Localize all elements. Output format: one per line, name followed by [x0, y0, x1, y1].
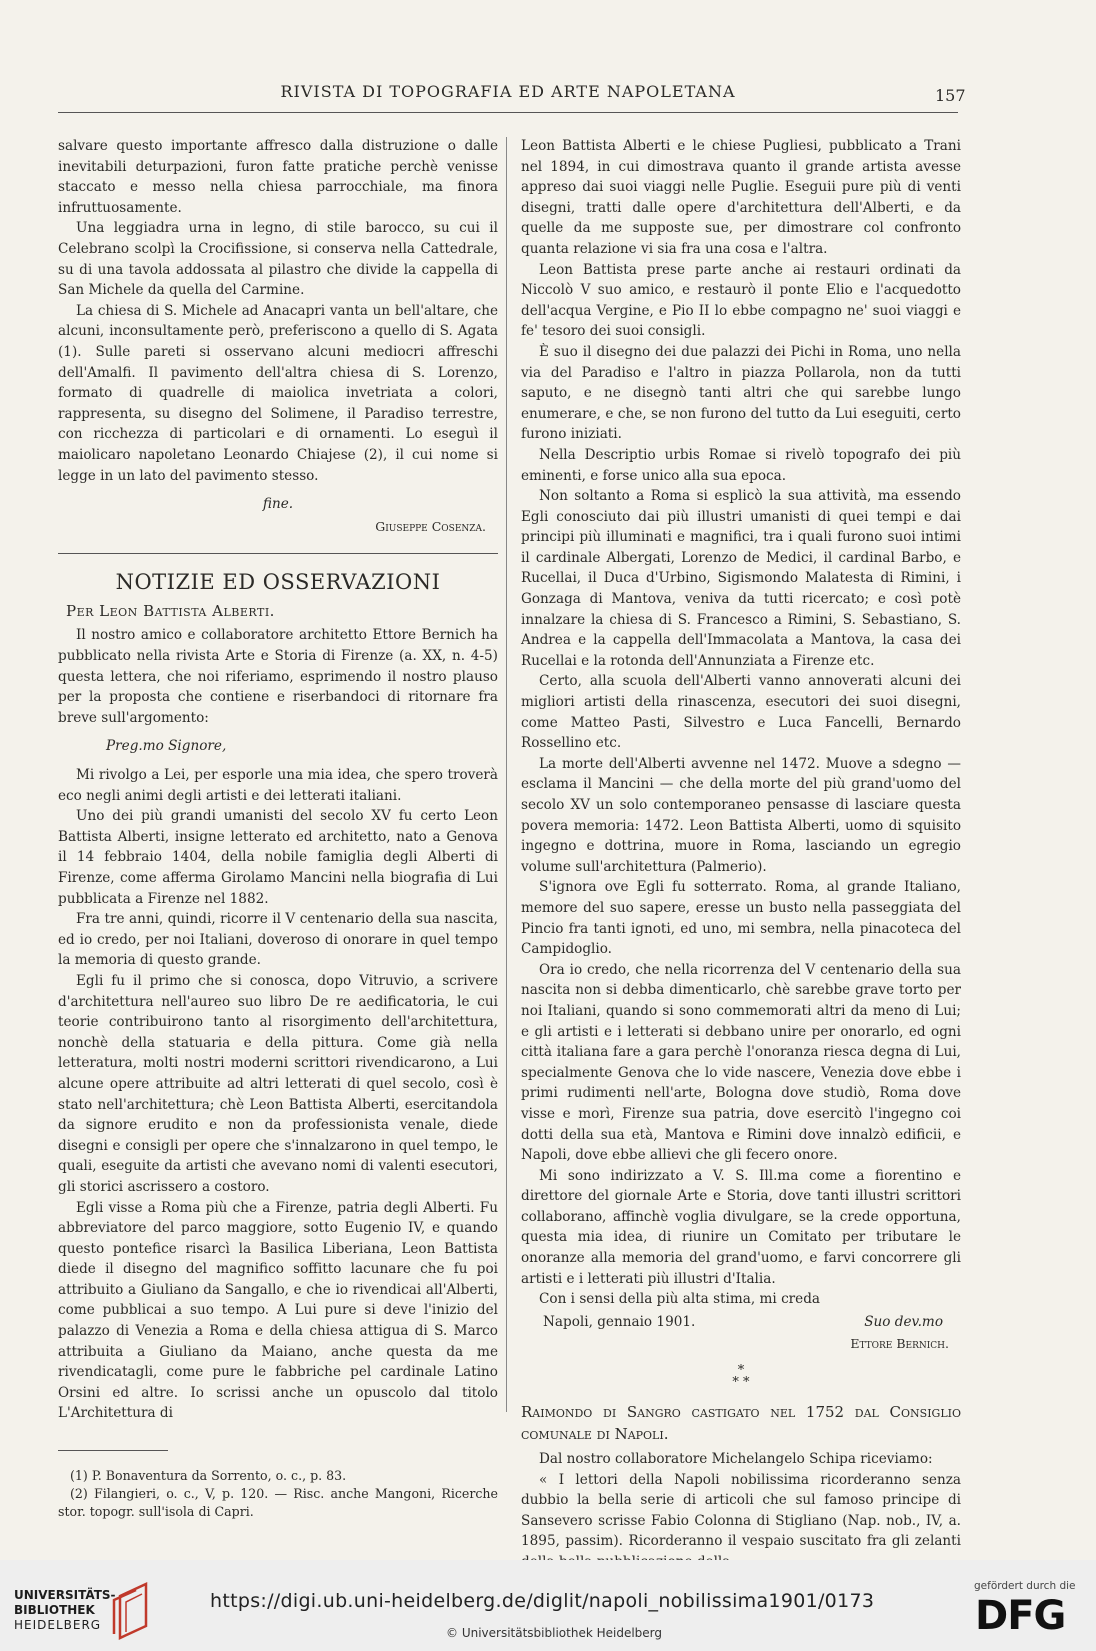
article-subhead: Raimondo di Sangro castigato nel 1752 dal Consiglio comunale di Napoli. — [521, 1403, 961, 1444]
paragraph: Ora io credo, che nella ricorrenza del V centenario della sua nascita non si debba dimenticarlo, chè sarebbe grave torto per noi Italiani, quando si sono commemorati altri da meno di Lui; e gli artisti e i letterati si debbano unire per onorarlo, ed ogni città italiana fare a gara perchè l'onoranza riesca degna di Lui, specialmente Genova che lo vide nascere, Venezia dove ebbe i primi rudimenti nell'arte, Bologna dove studiò, Roma dove visse e morì, Firenze sua patria, dove esercitò l'ingegno coi dotti della sua età, Mantova e Rimini dove innalzò edificii, e Napoli, dove ebbe allievi che gli fecero onore. — [521, 961, 961, 1164]
header-rule — [58, 112, 958, 113]
letter-closing — [521, 1312, 961, 1333]
section-title: NOTIZIE ED OSSERVAZIONI — [115, 570, 441, 595]
library-line: HEIDELBERG — [14, 1618, 102, 1632]
funding-note: gefördert durch die — [974, 1580, 1076, 1592]
viewer-footer — [0, 1560, 1096, 1651]
paragraph: Non soltanto a Roma si esplicò la sua attività, ma essendo Egli conosciuto dai più illustri umanisti di quei tempi e dai principi più illuminati e magnifici, tra i quali furono suoi intimi il cardinale Albergati, Lorenzo de Medici, il cardinal Barbo, e Rucellai, il Duca d'Urbino, Sigismondo Malatesta di Rimini, i Gonzaga di Mantova, veniva da tutti ricercato; e così potè innalzare la chiesa di S. Francesco a Rimini, S. Sebastiano, S. Andrea e la cappella dell'Immacolata a Mantova, la casa dei Rucellai e la rotonda dell'Annunziata a Firenze etc. — [521, 488, 961, 669]
salutation: Suo dev.mo — [864, 1313, 943, 1330]
paragraph: La morte dell'Alberti avvenne nel 1472. Muove a sdegno — esclama il Mancini — che della morte del più grand'uomo del secolo XV un solo contemporaneo pensasse di lasciare questa povera memoria: 1472. Leon Battista Alberti, uomo di squisito ingegno e dottrina, muore in Roma, lasciando un egregio volume sull'architettura (Palmerio). — [521, 755, 961, 875]
asterism — [521, 1365, 961, 1389]
paragraph: Certo, alla scuola dell'Alberti vanno annoverati alcuni dei migliori artisti della rinascenza, esecutori dei suoi disegni, come Matteo Pasti, Silvestro e Luca Fancelli, Bernardo Rossellino etc. — [521, 673, 961, 752]
paragraph: Una leggiadra urna in legno, di stile barocco, su cui il Celebrano scolpì la Crocifissione, si conserva nella Cattedrale, su di una tavola addossata al pilastro che divide la cappella di San Michele da quella del Carmine. — [58, 220, 498, 299]
paragraph: Leon Battista prese parte anche ai restauri ordinati da Niccolò V suo amico, e restaurò il ponte Elio e l'acquedotto dell'acqua Vergine, e Pio II lo ebbe compagno ne' suoi viaggi e fe' tesoro dei suoi consigli. — [521, 261, 961, 340]
letter-greeting: Preg.mo Signore, — [106, 738, 227, 755]
footnote: (2) Filangieri, o. c., V, p. 120. — Risc. anche Mangoni, Ricerche stor. topogr. sull'isola di Capri. — [58, 1486, 498, 1520]
library-line: BIBLIOTHEK — [14, 1603, 95, 1617]
paragraph: Fra tre anni, quindi, ricorre il V centenario della sua nascita, ed io credo, per noi Italiani, doveroso di onorare in quel tempo la memoria di questo grande. — [58, 911, 498, 969]
library-name[interactable] — [14, 1588, 116, 1633]
paragraph: È suo il disegno dei due palazzi dei Pichi in Roma, uno nella via del Paradiso e l'altro in piazza Pollarola, non da tutti saputo, e ne disegnò tanti altri che qui sarebbe lungo enumerare, e che, se non furono del tutto da Lui eseguiti, certo furono iniziati. — [521, 343, 961, 443]
paragraph: Mi rivolgo a Lei, per esporle una mia idea, che spero troverà eco negli animi degli artisti e dei letterati italiani. — [58, 767, 498, 804]
paragraph: salvare questo importante affresco dalla distruzione o dalle inevitabili deturpazioni, furon fatte pratiche perchè venisse staccato e messo nella chiesa parrocchiale, ma finora infruttuosamente. — [58, 138, 498, 216]
paragraph: Egli visse a Roma più che a Firenze, patria degli Alberti. Fu abbreviatore del parco maggiore, sotto Eugenio IV, e quando questo pontefice risarcì la Basilica Liberiana, Leon Battista diede il disegno del magnifico soffitto lacunare che fu poi attribuito a Giuliano da Sangallo, e che io rivendicai all'Alberti, come pubblicai a suo tempo. A Lui pure si deve l'inizio del palazzo di Venezia a Roma e della chiesa attigua di S. Marco attribuita a Giuliano da Maiano, anche questa da me rivendicatagli, come pure le fabbriche pel cardinale Latino Orsini ed altre. Io scrissi anche un opuscolo dal titolo L'Architettura di — [58, 1199, 498, 1422]
paragraph: Egli fu il primo che si conosca, dopo Vitruvio, a scrivere d'architettura nell'aureo suo libro De re aedificatoria, le cui teorie contribuirono tanto al risorgimento dell'architettura, nonchè della statuaria e della pittura. Come già nella letteratura, molti nostri moderni scrittori rivendicarono, a Lui alcune opere attribuite ad altri letterati di quel secolo, così è stato nell'architettura; chè Leon Battista Alberti, esercitandola da signore erudito e non da professionista venale, diede disegni e consigli per opere che s'innalzarono in quel tempo, le quali, eseguite da artisti che avevano nomi di valenti esecutori, gli storici ascrissero a costoro. — [58, 972, 498, 1195]
right-column — [521, 136, 961, 1573]
footnote-rule — [58, 1450, 168, 1451]
section-separator — [58, 553, 498, 554]
asterism-top: * — [737, 1363, 745, 1379]
author-signature: Giuseppe Cosenza. — [375, 518, 486, 534]
letter-signature: Ettore Bernich. — [850, 1336, 949, 1352]
paragraph: « I lettori della Napoli nobilissima ricorderanno senza dubbio la bella serie di articoli che sul famoso principe di Sansevero scrisse Fabio Colonna di Stigliano (Nap. nob., IV, a. 1895, passim). Ricorderanno il vespaio suscitato fra gli zelanti — [521, 1471, 961, 1550]
paragraph: Mi sono indirizzato a V. S. Ill.ma come a fiorentino e direttore del giornale Arte e Storia, dove tanti illustri scrittori collaborano, affinchè voglia divulgare, se la crede opportuna, questa mia idea, di riunire un Comitato per tributare le onoranze alla memoria del grand'uomo, e farvi concorrere gli artisti e i letterati più illustri d'Italia. — [521, 1167, 961, 1287]
library-logo-icon[interactable] — [112, 1582, 152, 1640]
paragraph: La chiesa di S. Michele ad Anacapri vanta un bell'altare, che alcuni, inconsultamente però, preferiscono a quello di S. Agata (1). Sulle pareti si osservano alcuni mediocri affreschi dell'Amalfi. Il pavimento dell'altra chiesa di S. Lorenzo, formato di quadrelle di maiolica invetriata a colori, rappresenta, su disegno del Solimene, il Paradiso terrestre, con ricchezza di particolari e di ornamenti. Lo eseguì il maiolicaro napoletano Leonardo Chiajese (2), il cui nome si legge in un lato del pavimento stesso. — [58, 302, 498, 484]
paragraph: Uno dei più grandi umanisti del secolo XV fu certo Leon Battista Alberti, insigne letterato ed architetto, nato a Genova il 14 febbraio 1404, della nobile famiglia degli Alberti di Firenze, come afferma Girolamo Mancini nella biografia di Lui pubblicata a Firenze nel 1882. — [58, 808, 498, 907]
article-subhead: Per Leon Battista Alberti. — [66, 601, 275, 620]
article-end: fine. — [262, 496, 294, 513]
paragraph: Il nostro amico e collaboratore architetto Ettore Bernich ha pubblicato nella rivista Arte e Storia di Firenze (a. XX, n. 4-5) questa lettera, che noi riferiamo, esprimendo il nostro plauso per la proposta che contiene e riserbandoci di ritornare fra breve sull'argomento: — [58, 627, 498, 726]
asterism-bottom: * * — [732, 1375, 750, 1391]
left-column — [58, 136, 498, 1521]
footnotes — [58, 1467, 498, 1521]
paragraph: S'ignora ove Egli fu sotterrato. Roma, al grande Italiano, memore del suo sapere, eresse un busto nella passeggiata del Pincio fra tanti ignoti, ed uno, mi sembra, nella pinacoteca del Campidoglio. — [521, 879, 961, 958]
paragraph: Con i sensi della più alta stima, mi creda — [539, 1291, 821, 1308]
library-line: UNIVERSITÄTS- — [14, 1588, 116, 1602]
place-date: Napoli, gennaio 1901. — [543, 1313, 696, 1330]
page-number: 157 — [935, 86, 966, 105]
paragraph: Dal nostro collaboratore Michelangelo Schipa riceviamo: — [539, 1451, 933, 1468]
paragraph: Nella Descriptio urbis Romae si rivelò topografo dei più eminenti, e forse unico alla sua epoca. — [521, 446, 961, 484]
column-divider — [506, 137, 507, 1412]
permalink-url[interactable]: https://digi.ub.uni-heidelberg.de/diglit/napoli_nobilissima1901/0173 — [210, 1590, 875, 1612]
footnote: (1) P. Bonaventura da Sorrento, o. c., p. 83. — [70, 1468, 347, 1484]
paragraph: Leon Battista Alberti e le chiese Pugliesi, pubblicato a Trani nel 1894, in cui dimostrava quanto il grande artista avesse appreso dai suoi viaggi nelle Puglie. Eseguii pure più di venti disegni, tratti dalle opere d'architettura dell'Alberti, e da quelle da me supposte sue, per dimostrare col confronto quanta relazione vi sia fra una cosa e l'altra. — [521, 138, 961, 257]
dfg-logo[interactable]: DFG — [975, 1593, 1066, 1639]
copyright-notice: © Universitätsbibliothek Heidelberg — [446, 1626, 663, 1640]
running-header: RIVISTA DI TOPOGRAFIA ED ARTE NAPOLETANA — [280, 82, 736, 101]
